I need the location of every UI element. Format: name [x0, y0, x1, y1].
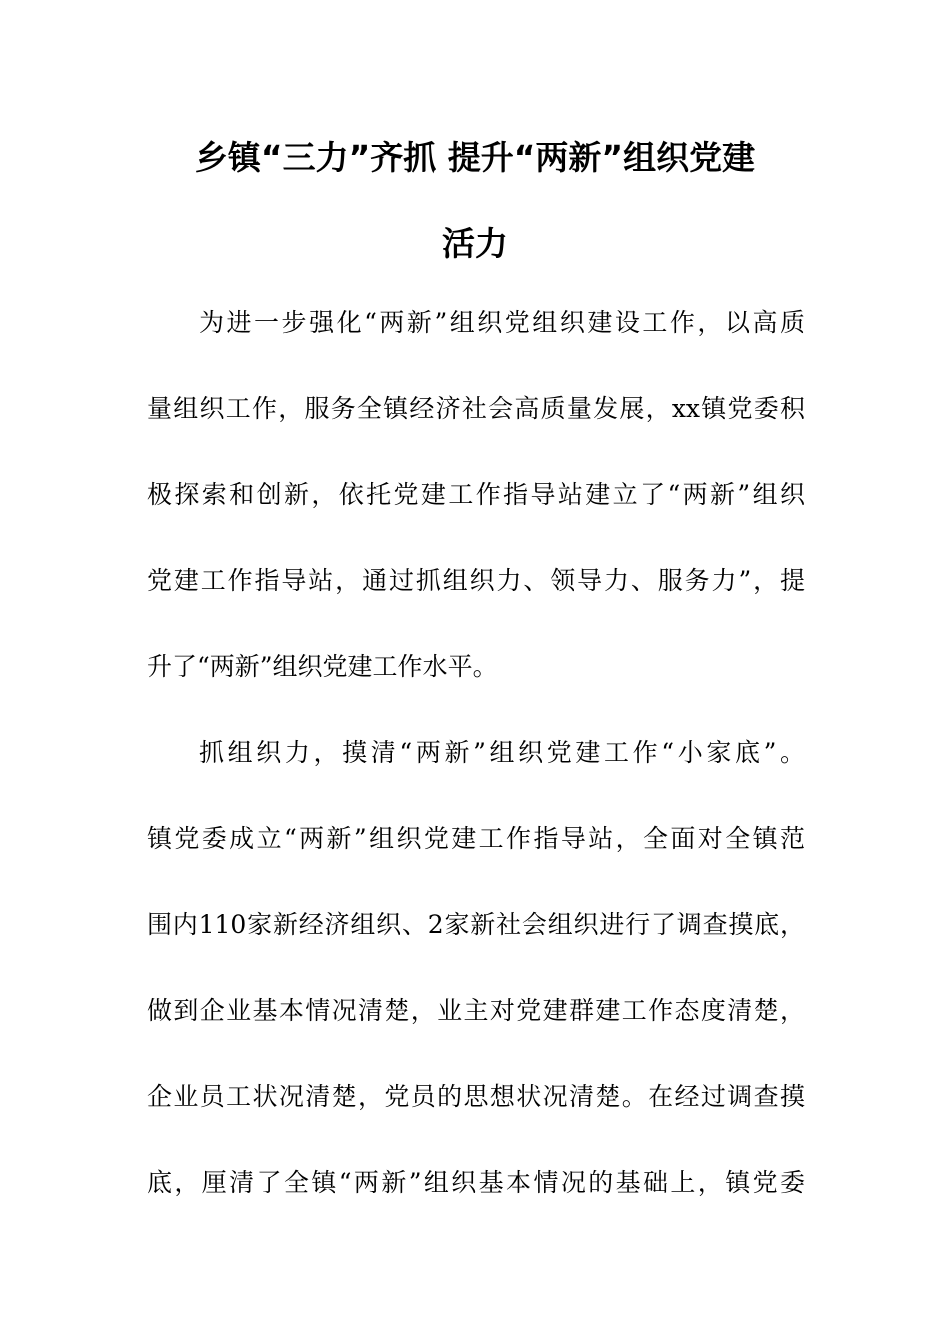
paragraph-line: 做到企业基本情况清楚，业主对党建群建工作态度清楚，: [147, 996, 805, 1025]
paragraph-line: 底，厘清了全镇“两新”组织基本情况的基础上，镇党委: [147, 1168, 805, 1197]
paragraph-line: 升了“两新”组织党建工作水平。: [147, 652, 498, 681]
paragraph-line: 党建工作指导站，通过抓组织力、领导力、服务力”，提: [147, 566, 805, 595]
paragraph-line: 为进一步强化“两新”组织党组织建设工作，以高质: [199, 308, 805, 337]
document-title-line-1: 乡镇“三力”齐抓 提升“两新”组织党建: [194, 138, 756, 177]
paragraph-line: 抓组织力，摸清“两新”组织党建工作“小家底”。: [199, 738, 805, 767]
document-title-line-2: 活力: [442, 224, 508, 263]
paragraph-line: 极探索和创新，依托党建工作指导站建立了“两新”组织: [147, 480, 805, 509]
paragraph-line: 镇党委成立“两新”组织党建工作指导站，全面对全镇范: [147, 824, 805, 853]
paragraph-line: 企业员工状况清楚，党员的思想状况清楚。在经过调查摸: [147, 1082, 805, 1111]
paragraph-line: 围内110家新经济组织、2家新社会组织进行了调查摸底，: [147, 910, 805, 939]
paragraph-line: 量组织工作，服务全镇经济社会高质量发展，xx镇党委积: [147, 394, 805, 423]
